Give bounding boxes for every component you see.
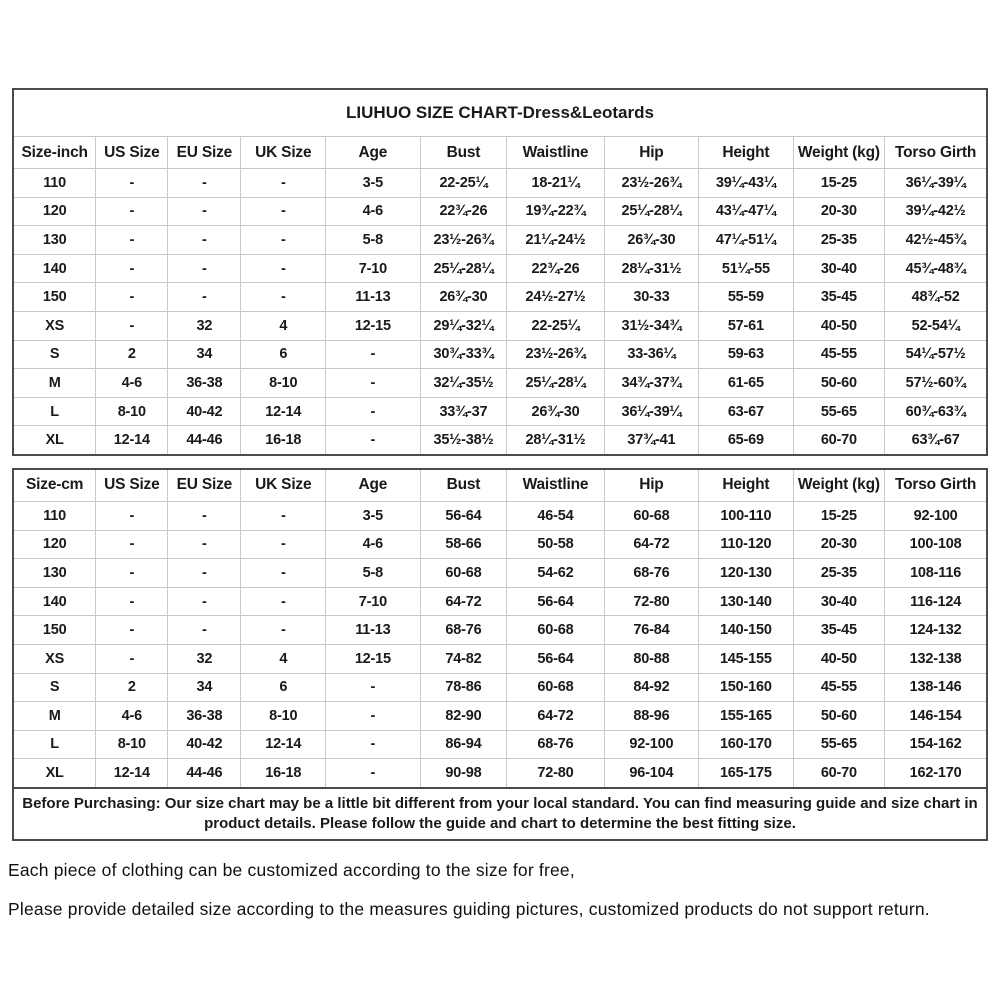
table-cell: 60-68: [507, 616, 604, 645]
table-cell: 68-76: [420, 616, 507, 645]
table-cell: 40-50: [793, 644, 885, 673]
table-cell: 47¼-51¼: [699, 226, 793, 255]
table-cell: 36¼-39¼: [604, 397, 698, 426]
table-cell: -: [241, 587, 326, 616]
table-cell: -: [241, 226, 326, 255]
table-cell: 63-67: [699, 397, 793, 426]
table-cell: 65-69: [699, 426, 793, 455]
table-cell: 18-21¼: [507, 169, 604, 198]
table-row: [13, 283, 987, 312]
table-cell: 31½-34¾: [604, 311, 698, 340]
size-table-cm: [12, 468, 988, 841]
table-row: [13, 311, 987, 340]
table-cell: -: [241, 530, 326, 559]
table-cell: 57½-60¾: [885, 369, 987, 398]
table-cell: -: [326, 369, 420, 398]
size-label-cell: 110: [13, 501, 96, 530]
table-cell: 55-65: [793, 730, 885, 759]
table-cell: -: [241, 254, 326, 283]
table-cell: 30-40: [793, 587, 885, 616]
table-cell: 30-33: [604, 283, 698, 312]
table-cell: 96-104: [604, 759, 698, 788]
table-cell: 6: [241, 340, 326, 369]
table-cell: 138-146: [885, 673, 987, 702]
table-cell: 44-46: [168, 759, 241, 788]
column-header: Torso Girth: [885, 137, 987, 169]
table-cell: 40-42: [168, 730, 241, 759]
table-cell: 100-108: [885, 530, 987, 559]
table-cell: 50-60: [793, 702, 885, 731]
table-cell: 45-55: [793, 673, 885, 702]
table-cell: 72-80: [507, 759, 604, 788]
table-cell: 39¼-42½: [885, 197, 987, 226]
table-cell: 34: [168, 673, 241, 702]
column-header: Height: [699, 469, 793, 502]
table-cell: 12-14: [241, 730, 326, 759]
table-cell: -: [168, 169, 241, 198]
table-cell: -: [241, 197, 326, 226]
table-cell: 23½-26¾: [420, 226, 507, 255]
table-cell: 33-36¼: [604, 340, 698, 369]
table-cell: 16-18: [241, 426, 326, 455]
column-header: Size-cm: [13, 469, 96, 502]
table-cell: -: [96, 616, 168, 645]
table-cell: 46-54: [507, 501, 604, 530]
table-cell: 12-14: [241, 397, 326, 426]
table-row: [13, 426, 987, 455]
table-cell: 5-8: [326, 226, 420, 255]
table-cell: 145-155: [699, 644, 793, 673]
table-cell: 108-116: [885, 559, 987, 588]
table-cell: -: [168, 197, 241, 226]
table-cell: 28¼-31½: [507, 426, 604, 455]
table-cell: -: [168, 254, 241, 283]
table-cell: -: [326, 397, 420, 426]
column-header: Weight (kg): [793, 137, 885, 169]
table-cell: 12-14: [96, 426, 168, 455]
column-header: Waistline: [507, 137, 604, 169]
table-cell: -: [168, 283, 241, 312]
table-cell: 160-170: [699, 730, 793, 759]
table-cell: 56-64: [420, 501, 507, 530]
purchase-note-row: [13, 788, 987, 840]
column-header: UK Size: [241, 469, 326, 502]
table-cell: 74-82: [420, 644, 507, 673]
table-row: [13, 369, 987, 398]
table-cell: 25-35: [793, 559, 885, 588]
table-cell: 43¼-47¼: [699, 197, 793, 226]
table-cell: -: [96, 197, 168, 226]
size-label-cell: 150: [13, 283, 96, 312]
table-row: [13, 340, 987, 369]
size-table-inch: [12, 88, 988, 456]
table-cell: -: [241, 283, 326, 312]
table-cell: 40-50: [793, 311, 885, 340]
table-cell: 36-38: [168, 702, 241, 731]
table-cell: 35½-38½: [420, 426, 507, 455]
size-label-cell: L: [13, 397, 96, 426]
table-row: [13, 644, 987, 673]
table-cell: 36-38: [168, 369, 241, 398]
table-cell: 132-138: [885, 644, 987, 673]
table-cell: 33¾-37: [420, 397, 507, 426]
table-row: [13, 673, 987, 702]
table-cell: 12-15: [326, 644, 420, 673]
table-cell: 52-54¼: [885, 311, 987, 340]
chart-title: LIUHUO SIZE CHART-Dress&Leotards: [13, 89, 987, 137]
column-header: Weight (kg): [793, 469, 885, 502]
table-cell: 22-25¼: [507, 311, 604, 340]
table-cell: 150-160: [699, 673, 793, 702]
table-cell: 58-66: [420, 530, 507, 559]
table-cell: 63¾-67: [885, 426, 987, 455]
table-cell: 82-90: [420, 702, 507, 731]
chart-title-row: [13, 89, 987, 137]
table-row: [13, 169, 987, 198]
table-cell: 15-25: [793, 169, 885, 198]
size-label-cell: M: [13, 369, 96, 398]
purchase-note: Before Purchasing: Our size chart may be a little bit different from your local standard. You can find measuring guide and size chart in product details. Please follow the guide and chart to determine the best fitting size.: [13, 788, 987, 840]
table-cell: 4: [241, 311, 326, 340]
table-cell: 60-68: [507, 673, 604, 702]
table-cell: 4: [241, 644, 326, 673]
table-cell: 154-162: [885, 730, 987, 759]
table-cell: 20-30: [793, 197, 885, 226]
table-cell: 54¼-57½: [885, 340, 987, 369]
table-cell: 4-6: [96, 369, 168, 398]
table-cell: -: [168, 616, 241, 645]
table-row: [13, 254, 987, 283]
table-cell: 37¾-41: [604, 426, 698, 455]
table-gap: [12, 456, 988, 468]
table-cell: -: [241, 616, 326, 645]
table-cell: 39¼-43¼: [699, 169, 793, 198]
table-cell: 25¼-28¼: [604, 197, 698, 226]
table-cell: 12-15: [326, 311, 420, 340]
table-cell: 8-10: [96, 730, 168, 759]
table-cell: 7-10: [326, 254, 420, 283]
table-cell: 100-110: [699, 501, 793, 530]
table-cell: 51¼-55: [699, 254, 793, 283]
table-cell: 86-94: [420, 730, 507, 759]
table-cell: 42½-45¾: [885, 226, 987, 255]
table-cell: 7-10: [326, 587, 420, 616]
table-cell: 45¾-48¾: [885, 254, 987, 283]
column-header: US Size: [96, 469, 168, 502]
table-cell: 80-88: [604, 644, 698, 673]
table-cell: 165-175: [699, 759, 793, 788]
table-cell: -: [168, 559, 241, 588]
table-cell: 26¾-30: [507, 397, 604, 426]
table-cell: 11-13: [326, 283, 420, 312]
size-label-cell: XS: [13, 311, 96, 340]
table-cell: -: [326, 730, 420, 759]
table-row: [13, 197, 987, 226]
table-cell: -: [326, 673, 420, 702]
table-cell: 60-68: [420, 559, 507, 588]
size-label-cell: 110: [13, 169, 96, 198]
table-cell: 64-72: [507, 702, 604, 731]
table-cell: -: [96, 530, 168, 559]
table-cell: 25¼-28¼: [420, 254, 507, 283]
table-cell: 92-100: [885, 501, 987, 530]
table-cell: 5-8: [326, 559, 420, 588]
table-cell: 34: [168, 340, 241, 369]
table-cell: -: [241, 559, 326, 588]
table-cell: -: [96, 587, 168, 616]
table-cell: 72-80: [604, 587, 698, 616]
table-cell: 2: [96, 340, 168, 369]
size-label-cell: 120: [13, 530, 96, 559]
table-cell: 3-5: [326, 501, 420, 530]
size-label-cell: S: [13, 340, 96, 369]
table-cell: 60-68: [604, 501, 698, 530]
column-header: Torso Girth: [885, 469, 987, 502]
table-cell: 6: [241, 673, 326, 702]
table-row: [13, 559, 987, 588]
size-label-cell: XS: [13, 644, 96, 673]
table-cell: 140-150: [699, 616, 793, 645]
table-cell: 162-170: [885, 759, 987, 788]
table-cell: 26¾-30: [604, 226, 698, 255]
table-row: [13, 530, 987, 559]
table-cell: -: [326, 340, 420, 369]
table-cell: 22¾-26: [507, 254, 604, 283]
customization-notes: [8, 850, 992, 938]
table-cell: 61-65: [699, 369, 793, 398]
table-cell: 54-62: [507, 559, 604, 588]
table-cell: 55-59: [699, 283, 793, 312]
column-header: Bust: [420, 137, 507, 169]
table-cell: 32: [168, 644, 241, 673]
table-cell: 56-64: [507, 587, 604, 616]
table-cell: 8-10: [241, 702, 326, 731]
table-row: [13, 501, 987, 530]
table-cell: 36¼-39¼: [885, 169, 987, 198]
table-cell: -: [326, 759, 420, 788]
table-cell: -: [241, 501, 326, 530]
column-header: Waistline: [507, 469, 604, 502]
table-cell: 8-10: [241, 369, 326, 398]
table-cell: 23½-26¾: [507, 340, 604, 369]
table-cell: 68-76: [507, 730, 604, 759]
table-cell: 64-72: [420, 587, 507, 616]
table-cell: -: [96, 254, 168, 283]
size-label-cell: 130: [13, 559, 96, 588]
table-cell: 64-72: [604, 530, 698, 559]
size-label-cell: XL: [13, 426, 96, 455]
table-cell: 4-6: [96, 702, 168, 731]
size-label-cell: 130: [13, 226, 96, 255]
table-cell: -: [96, 644, 168, 673]
column-header: Age: [326, 469, 420, 502]
table-cell: 88-96: [604, 702, 698, 731]
table-cell: 110-120: [699, 530, 793, 559]
column-header: Hip: [604, 469, 698, 502]
table-cell: -: [168, 530, 241, 559]
table-cell: -: [96, 283, 168, 312]
table-cell: 32¼-35½: [420, 369, 507, 398]
column-header: Height: [699, 137, 793, 169]
table-cell: 34¾-37¾: [604, 369, 698, 398]
table-row: [13, 730, 987, 759]
table-cell: 29¼-32¼: [420, 311, 507, 340]
column-header: Size-inch: [13, 137, 96, 169]
table-row: [13, 759, 987, 788]
table-cell: -: [326, 426, 420, 455]
size-label-cell: XL: [13, 759, 96, 788]
table-cell: 146-154: [885, 702, 987, 731]
header-row-inch: [13, 137, 987, 169]
table-cell: 60-70: [793, 759, 885, 788]
table-cell: 22-25¼: [420, 169, 507, 198]
table-cell: 26¾-30: [420, 283, 507, 312]
table-cell: 84-92: [604, 673, 698, 702]
size-label-cell: S: [13, 673, 96, 702]
table-cell: -: [241, 169, 326, 198]
table-cell: -: [96, 226, 168, 255]
table-cell: -: [168, 587, 241, 616]
table-cell: 16-18: [241, 759, 326, 788]
table-cell: 35-45: [793, 283, 885, 312]
column-header: Bust: [420, 469, 507, 502]
table-cell: -: [96, 311, 168, 340]
footer-note-line: Each piece of clothing can be customized according to the size for free,: [8, 860, 575, 880]
column-header: EU Size: [168, 469, 241, 502]
table-cell: 23½-26¾: [604, 169, 698, 198]
table-cell: 22¾-26: [420, 197, 507, 226]
table-cell: 19¾-22¾: [507, 197, 604, 226]
table-cell: -: [326, 702, 420, 731]
table-cell: -: [168, 501, 241, 530]
table-cell: -: [96, 559, 168, 588]
table-cell: 90-98: [420, 759, 507, 788]
table-row: [13, 226, 987, 255]
table-cell: 20-30: [793, 530, 885, 559]
table-cell: -: [168, 226, 241, 255]
table-cell: 4-6: [326, 530, 420, 559]
size-label-cell: 140: [13, 587, 96, 616]
footer-note-line: Please provide detailed size according to the measures guiding pictures, customized products do not support return.: [8, 899, 930, 919]
header-row-cm: [13, 469, 987, 502]
table-cell: -: [96, 169, 168, 198]
table-cell: 15-25: [793, 501, 885, 530]
table-cell: 60-70: [793, 426, 885, 455]
table-cell: 24½-27½: [507, 283, 604, 312]
table-cell: 60¾-63¾: [885, 397, 987, 426]
table-cell: 35-45: [793, 616, 885, 645]
table-cell: 25-35: [793, 226, 885, 255]
table-cell: 130-140: [699, 587, 793, 616]
column-header: UK Size: [241, 137, 326, 169]
column-header: Age: [326, 137, 420, 169]
table-cell: 76-84: [604, 616, 698, 645]
table-cell: 155-165: [699, 702, 793, 731]
table-cell: 92-100: [604, 730, 698, 759]
table-cell: 28¼-31½: [604, 254, 698, 283]
table-cell: 116-124: [885, 587, 987, 616]
table-cell: 50-60: [793, 369, 885, 398]
table-cell: 45-55: [793, 340, 885, 369]
table-cell: 40-42: [168, 397, 241, 426]
column-header: Hip: [604, 137, 698, 169]
column-header: EU Size: [168, 137, 241, 169]
table-cell: 124-132: [885, 616, 987, 645]
table-cell: 2: [96, 673, 168, 702]
table-cell: 59-63: [699, 340, 793, 369]
size-label-cell: 150: [13, 616, 96, 645]
table-cell: 25¼-28¼: [507, 369, 604, 398]
table-cell: 57-61: [699, 311, 793, 340]
table-row: [13, 587, 987, 616]
table-cell: 120-130: [699, 559, 793, 588]
table-cell: 4-6: [326, 197, 420, 226]
table-cell: 68-76: [604, 559, 698, 588]
table-cell: -: [96, 501, 168, 530]
table-cell: 56-64: [507, 644, 604, 673]
table-row: [13, 616, 987, 645]
size-label-cell: 140: [13, 254, 96, 283]
table-cell: 55-65: [793, 397, 885, 426]
table-cell: 50-58: [507, 530, 604, 559]
table-cell: 30¾-33¾: [420, 340, 507, 369]
size-label-cell: M: [13, 702, 96, 731]
table-cell: 30-40: [793, 254, 885, 283]
size-chart: [12, 88, 988, 841]
table-row: [13, 702, 987, 731]
table-cell: 44-46: [168, 426, 241, 455]
size-label-cell: 120: [13, 197, 96, 226]
table-cell: 11-13: [326, 616, 420, 645]
size-label-cell: L: [13, 730, 96, 759]
table-cell: 3-5: [326, 169, 420, 198]
table-cell: 32: [168, 311, 241, 340]
table-cell: 21¼-24½: [507, 226, 604, 255]
table-cell: 48¾-52: [885, 283, 987, 312]
table-cell: 12-14: [96, 759, 168, 788]
column-header: US Size: [96, 137, 168, 169]
table-cell: 78-86: [420, 673, 507, 702]
table-cell: 8-10: [96, 397, 168, 426]
table-row: [13, 397, 987, 426]
